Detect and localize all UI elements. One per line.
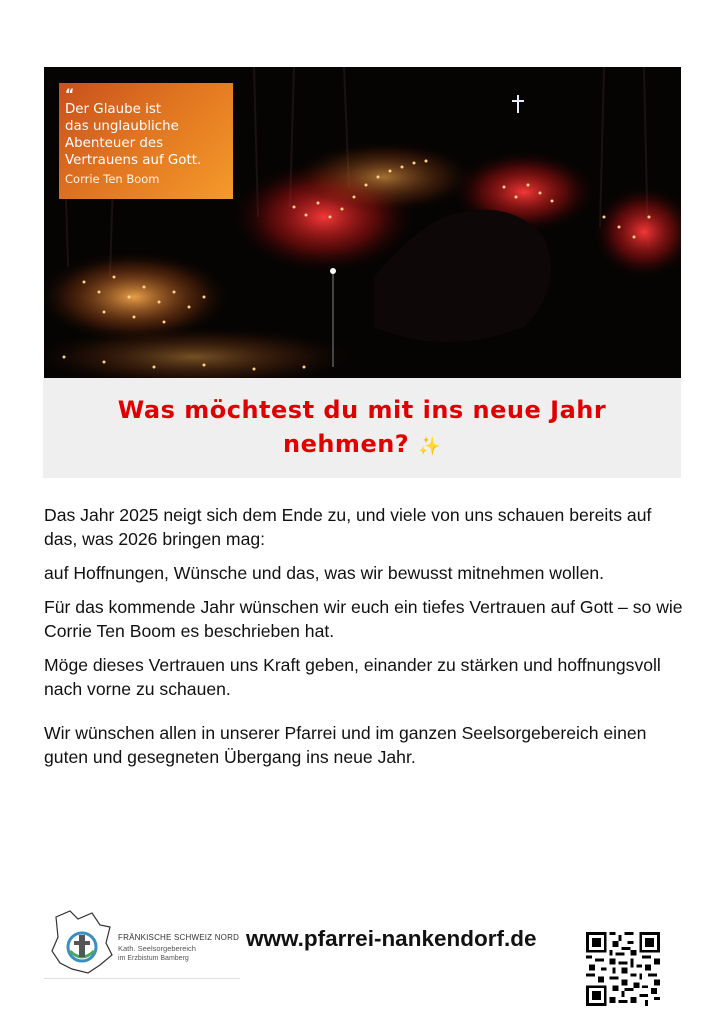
parish-logo [44,903,240,979]
paragraph-2: auf Hoffnungen, Wünsche und das, was wir bewusst mitnehmen wollen. [44,563,605,583]
headline-line-2 [43,427,681,464]
paragraph-1: Das Jahr 2025 neigt sich dem Ende zu, und viele von uns schauen bereits auf das, was 2026 bringen mag: [44,505,652,549]
quote-author: Corrie Ten Boom [65,172,160,186]
quote-line: Abenteuer des [65,136,164,151]
website-url[interactable]: www.pfarrei-nankendorf.de [246,926,537,951]
paragraph-4: Möge dieses Vertrauen uns Kraft geben, einander zu stärken und hoffnungsvoll nach vorne zu schauen. [44,655,661,699]
logo-subtitle-2: im Erzbistum Bamberg [118,955,189,962]
quote-text [65,101,227,169]
headline-line-1: Was möchtest du mit ins neue Jahr [117,396,607,424]
logo-subtitle-1: Kath. Seelsorgebereich [118,944,196,953]
headline-banner [43,378,681,478]
quote-mark-icon: “ [65,87,75,103]
body-text [44,503,689,779]
quote-card [59,83,233,199]
paragraph-3: Für das kommende Jahr wünschen wir euch ein tiefes Vertrauen auf Gott – so wie Corrie Ten Boom es beschrieben hat. [44,597,683,641]
quote-line: Der Glaube ist [65,102,162,117]
paragraph-5: Wir wünschen allen in unserer Pfarrei und im ganzen Seelsorgebereich einen guten und gesegneten Übergang ins neue Jahr. [44,723,647,767]
headline [43,393,681,464]
region-map-logo-icon [48,907,116,977]
sparkle-icon: ✨ [418,436,442,457]
quote-line: das unglaubliche [65,119,179,134]
qr-code-icon[interactable] [586,932,660,1006]
quote-line: Vertrauens auf Gott. [65,153,202,168]
logo-title: FRÄNKISCHE SCHWEIZ NORD [118,933,240,942]
headline-line-2-text: nehmen? [282,430,410,458]
